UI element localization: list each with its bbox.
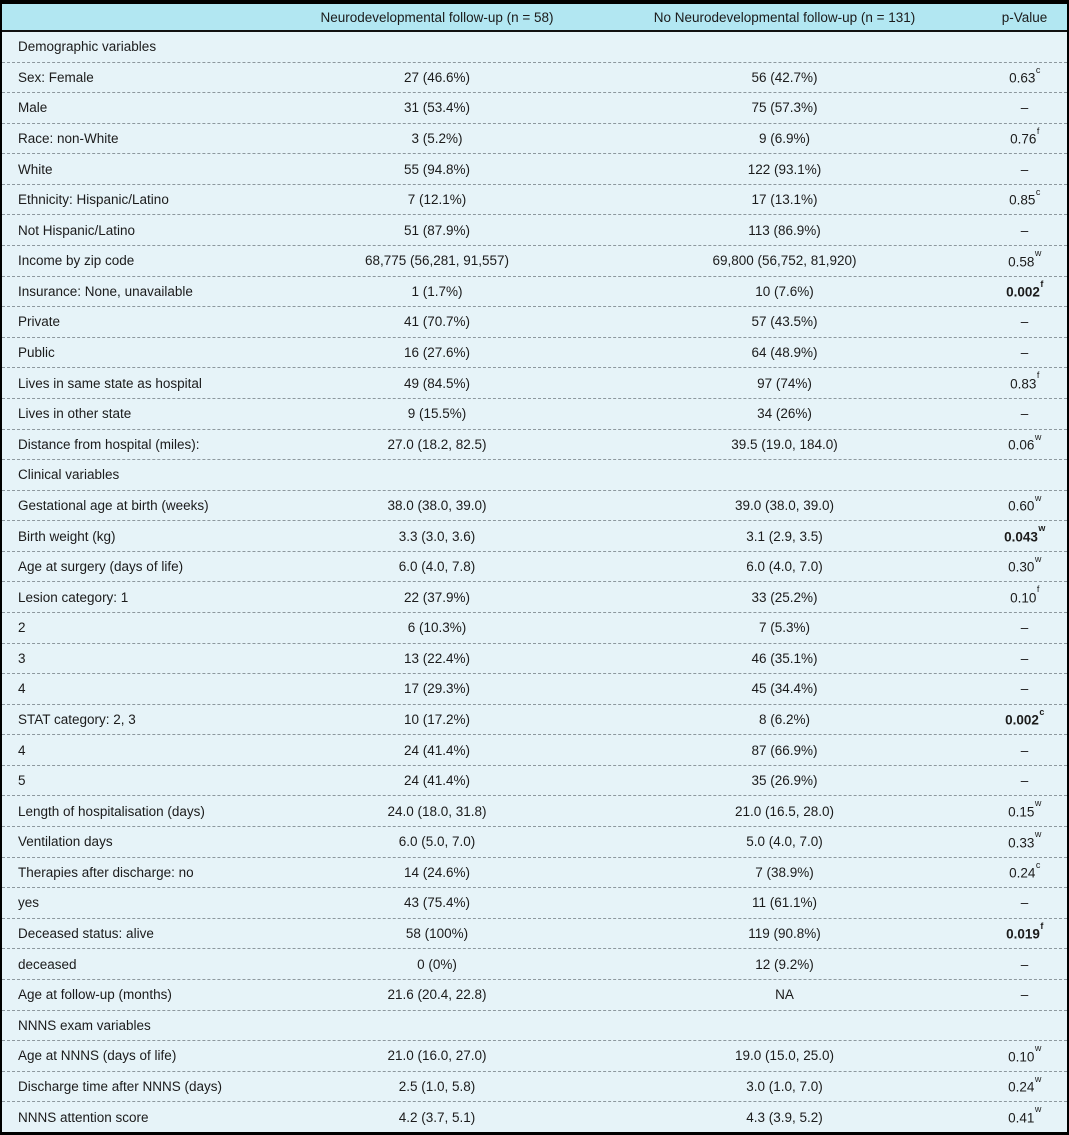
followup-group-value: 49 (84.5%) bbox=[403, 375, 471, 391]
followup-group-value: 9 (15.5%) bbox=[407, 406, 467, 422]
no-followup-group-value: 39.5 (19.0, 184.0) bbox=[731, 436, 838, 452]
no-followup-group-value: 7 (5.3%) bbox=[758, 620, 811, 636]
followup-group-value: 7 (12.1%) bbox=[407, 192, 467, 208]
table-row bbox=[2, 367, 1067, 398]
table-row bbox=[2, 826, 1067, 857]
table-row bbox=[2, 245, 1067, 276]
row-variable-label: Male bbox=[18, 100, 48, 116]
section-label: Demographic variables bbox=[18, 39, 157, 55]
row-variable-label: Not Hispanic/Latino bbox=[18, 222, 136, 238]
table-row bbox=[2, 643, 1067, 674]
followup-group-value: 43 (75.4%) bbox=[403, 895, 471, 911]
table-row bbox=[2, 948, 1067, 979]
p-value-test-superscript: w bbox=[1038, 523, 1046, 534]
p-value: – bbox=[1020, 161, 1029, 177]
header-followup-group: Neurodevelopmental follow-up (n = 58) bbox=[320, 9, 554, 25]
p-value: 0.019$^f$ bbox=[1006, 920, 1044, 942]
p-value: 0.58$^w$ bbox=[1008, 248, 1042, 270]
section-row bbox=[2, 459, 1067, 490]
no-followup-group-value: 69,800 (56,752, 81,920) bbox=[712, 253, 857, 269]
row-variable-label: Deceased status: alive bbox=[18, 926, 154, 942]
table-row bbox=[2, 1101, 1067, 1132]
row-variable-label: Age at follow-up (months) bbox=[18, 987, 172, 1003]
row-variable-label: Public bbox=[18, 345, 55, 361]
p-value: – bbox=[1020, 345, 1029, 361]
followup-group-value: 13 (22.4%) bbox=[403, 650, 471, 666]
row-variable-label: Discharge time after NNNS (days) bbox=[18, 1078, 223, 1094]
no-followup-group-value: 12 (9.2%) bbox=[755, 956, 814, 972]
p-value: 0.60$^w$ bbox=[1008, 492, 1042, 514]
row-variable-label: 4 bbox=[18, 742, 26, 758]
followup-group-value: 51 (87.9%) bbox=[403, 222, 471, 238]
table-row bbox=[2, 92, 1067, 123]
no-followup-group-value: 3.1 (2.9, 3.5) bbox=[746, 528, 823, 544]
followup-group-value: 14 (24.6%) bbox=[403, 864, 471, 880]
row-variable-label: Sex: Female bbox=[18, 69, 94, 85]
no-followup-group-value: 45 (34.4%) bbox=[751, 681, 818, 697]
table-row bbox=[2, 551, 1067, 582]
header-p-value: p-Value bbox=[1001, 9, 1048, 25]
table-row bbox=[2, 62, 1067, 93]
followup-group-value: 6.0 (5.0, 7.0) bbox=[398, 834, 476, 850]
table-body bbox=[2, 32, 1067, 1132]
no-followup-group-value: 9 (6.9%) bbox=[758, 131, 811, 147]
row-variable-label: Lives in other state bbox=[18, 406, 132, 422]
followup-group-value: 24.0 (18.0, 31.8) bbox=[387, 803, 487, 819]
table-row bbox=[2, 184, 1067, 215]
p-value: 0.002$^c$ bbox=[1005, 706, 1045, 728]
p-value-test-superscript: f bbox=[1036, 584, 1040, 595]
p-value: 0.24$^c$ bbox=[1009, 859, 1041, 881]
p-value: 0.10$^w$ bbox=[1008, 1043, 1042, 1065]
p-value-test-superscript: w bbox=[1034, 248, 1042, 259]
p-value: 0.76$^f$ bbox=[1010, 125, 1040, 147]
table-row bbox=[2, 123, 1067, 154]
p-value: – bbox=[1020, 895, 1029, 911]
p-value-test-superscript: w bbox=[1034, 1104, 1042, 1115]
section-row bbox=[2, 32, 1067, 62]
no-followup-group-value: 5.0 (4.0, 7.0) bbox=[746, 834, 823, 850]
p-value: – bbox=[1020, 987, 1029, 1003]
table-row bbox=[2, 704, 1067, 735]
row-variable-label: Lesion category: 1 bbox=[18, 589, 129, 605]
no-followup-group-value: 113 (86.9%) bbox=[748, 222, 821, 238]
row-variable-label: 3 bbox=[18, 650, 26, 666]
no-followup-group-value: 57 (43.5%) bbox=[751, 314, 818, 330]
row-variable-label: Length of hospitalisation (days) bbox=[18, 803, 205, 819]
followup-group-value: 24 (41.4%) bbox=[403, 742, 471, 758]
table-row bbox=[2, 429, 1067, 460]
followup-group-value: 3.3 (3.0, 3.6) bbox=[398, 528, 476, 544]
no-followup-group-value: 75 (57.3%) bbox=[751, 100, 818, 116]
table-row bbox=[2, 214, 1067, 245]
p-value: – bbox=[1020, 314, 1029, 330]
p-value-test-superscript: c bbox=[1035, 186, 1041, 197]
no-followup-group-value: 33 (25.2%) bbox=[751, 589, 818, 605]
no-followup-group-value: 56 (42.7%) bbox=[751, 69, 818, 85]
table-row bbox=[2, 887, 1067, 918]
p-value: 0.41$^w$ bbox=[1008, 1104, 1042, 1126]
no-followup-group-value: 34 (26%) bbox=[757, 406, 812, 422]
no-followup-group-value: 122 (93.1%) bbox=[747, 161, 822, 177]
followup-group-value: 68,775 (56,281, 91,557) bbox=[364, 253, 510, 269]
p-value-test-superscript: f bbox=[1036, 370, 1040, 381]
p-value-test-superscript: w bbox=[1034, 1043, 1042, 1054]
p-value: – bbox=[1020, 222, 1029, 238]
no-followup-group-value: 8 (6.2%) bbox=[758, 712, 811, 727]
p-value: 0.83$^f$ bbox=[1010, 370, 1040, 392]
row-variable-label: Birth weight (kg) bbox=[18, 528, 116, 544]
no-followup-group-value: 39.0 (38.0, 39.0) bbox=[734, 497, 835, 513]
no-followup-group-value: 97 (74%) bbox=[757, 375, 812, 391]
table-row bbox=[2, 918, 1067, 949]
p-value: – bbox=[1020, 406, 1029, 422]
followup-group-value: 38.0 (38.0, 39.0) bbox=[387, 497, 487, 513]
section-row bbox=[2, 1010, 1067, 1041]
table-row bbox=[2, 490, 1067, 521]
row-variable-label: Age at NNNS (days of life) bbox=[18, 1048, 177, 1064]
p-value-test-superscript: w bbox=[1034, 553, 1042, 564]
p-value-test-superscript: w bbox=[1034, 829, 1042, 840]
p-value: 0.24$^w$ bbox=[1008, 1073, 1042, 1095]
p-value: 0.043$^w$ bbox=[1004, 523, 1046, 545]
section-label: Clinical variables bbox=[18, 467, 120, 483]
p-value: 0.85$^c$ bbox=[1009, 186, 1041, 208]
row-variable-label: STAT category: 2, 3 bbox=[18, 712, 136, 727]
row-variable-label: 5 bbox=[18, 773, 26, 789]
followup-group-value: 1 (1.7%) bbox=[411, 283, 463, 299]
table-row bbox=[2, 398, 1067, 429]
no-followup-group-value: 10 (7.6%) bbox=[755, 283, 814, 299]
table-row bbox=[2, 520, 1067, 551]
followup-group-value: 21.6 (20.4, 22.8) bbox=[387, 987, 487, 1003]
row-variable-label: Gestational age at birth (weeks) bbox=[18, 497, 209, 513]
p-value-test-superscript: f bbox=[1040, 920, 1044, 931]
row-variable-label: Distance from hospital (miles): bbox=[18, 436, 200, 452]
no-followup-group-value: 21.0 (16.5, 28.0) bbox=[734, 803, 835, 819]
followup-group-value: 41 (70.7%) bbox=[403, 314, 471, 330]
row-variable-label: Insurance: None, unavailable bbox=[18, 283, 193, 299]
table-row bbox=[2, 581, 1067, 612]
p-value: – bbox=[1020, 742, 1029, 758]
p-value: 0.15$^w$ bbox=[1008, 798, 1042, 820]
followup-group-value: 22 (37.9%) bbox=[403, 589, 471, 605]
p-value: – bbox=[1020, 956, 1029, 972]
followup-group-value: 3 (5.2%) bbox=[411, 131, 463, 147]
followup-group-value: 31 (53.4%) bbox=[403, 100, 471, 116]
row-variable-label: Race: non-White bbox=[18, 131, 119, 147]
no-followup-group-value: 35 (26.9%) bbox=[751, 773, 818, 789]
no-followup-group-value: 3.0 (1.0, 7.0) bbox=[746, 1078, 823, 1094]
p-value: 0.06$^w$ bbox=[1008, 431, 1042, 453]
p-value: – bbox=[1020, 650, 1029, 666]
no-followup-group-value: 11 (61.1%) bbox=[751, 895, 818, 911]
header-no-followup-group: No Neurodevelopmental follow-up (n = 131) bbox=[653, 9, 916, 25]
followup-group-value: 17 (29.3%) bbox=[403, 681, 471, 697]
p-value: 0.30$^w$ bbox=[1008, 553, 1042, 575]
p-value: – bbox=[1020, 681, 1029, 697]
table-row bbox=[2, 337, 1067, 368]
p-value-test-superscript: w bbox=[1034, 1073, 1042, 1084]
table-row bbox=[2, 1040, 1067, 1071]
followup-group-value: 21.0 (16.0, 27.0) bbox=[387, 1048, 487, 1064]
row-variable-label: yes bbox=[18, 895, 40, 911]
section-label: NNNS exam variables bbox=[18, 1017, 151, 1033]
table-header-row bbox=[2, 4, 1067, 32]
no-followup-group-value: 6.0 (4.0, 7.0) bbox=[746, 559, 823, 575]
followup-group-value: 6.0 (4.0, 7.8) bbox=[398, 559, 476, 575]
no-followup-group-value: 46 (35.1%) bbox=[751, 650, 818, 666]
row-variable-label: Ventilation days bbox=[18, 834, 113, 850]
no-followup-group-value: 17 (13.1%) bbox=[751, 192, 818, 208]
table-row bbox=[2, 612, 1067, 643]
row-variable-label: Therapies after discharge: no bbox=[18, 864, 194, 880]
followup-group-value: 10 (17.2%) bbox=[403, 712, 471, 727]
row-variable-label: Age at surgery (days of life) bbox=[18, 559, 184, 575]
followup-group-value: 55 (94.8%) bbox=[403, 161, 471, 177]
row-variable-label: 4 bbox=[18, 681, 26, 697]
table-row bbox=[2, 1071, 1067, 1102]
row-variable-label: White bbox=[18, 161, 53, 177]
p-value: – bbox=[1020, 773, 1029, 789]
p-value-test-superscript: w bbox=[1034, 492, 1042, 503]
followup-group-value: 0 (0%) bbox=[417, 956, 457, 972]
p-value: – bbox=[1020, 620, 1029, 636]
p-value-test-superscript: f bbox=[1040, 278, 1044, 289]
no-followup-group-value: 64 (48.9%) bbox=[751, 345, 818, 361]
row-variable-label: Ethnicity: Hispanic/Latino bbox=[18, 192, 169, 208]
p-value: 0.10$^f$ bbox=[1010, 584, 1040, 606]
row-variable-label: Income by zip code bbox=[18, 253, 135, 269]
p-value: 0.002$^f$ bbox=[1006, 278, 1044, 300]
table-row bbox=[2, 734, 1067, 765]
p-value-test-superscript: w bbox=[1034, 798, 1042, 809]
followup-group-value: 6 (10.3%) bbox=[407, 620, 467, 636]
followup-group-value: 2.5 (1.0, 5.8) bbox=[398, 1078, 476, 1094]
followup-group-value: 27 (46.6%) bbox=[403, 69, 471, 85]
p-value-test-superscript: c bbox=[1035, 64, 1041, 75]
followup-group-value: 16 (27.6%) bbox=[403, 345, 471, 361]
table-row bbox=[2, 306, 1067, 337]
table-row bbox=[2, 765, 1067, 796]
row-variable-label: Lives in same state as hospital bbox=[18, 375, 202, 391]
no-followup-group-value: 19.0 (15.0, 25.0) bbox=[734, 1048, 835, 1064]
row-variable-label: 2 bbox=[18, 620, 26, 636]
table-row bbox=[2, 979, 1067, 1010]
no-followup-group-value: 7 (38.9%) bbox=[755, 864, 814, 880]
no-followup-group-value: NA bbox=[775, 987, 794, 1003]
p-value: – bbox=[1020, 100, 1029, 116]
p-value: 0.33$^w$ bbox=[1008, 829, 1042, 851]
no-followup-group-value: 119 (90.8%) bbox=[748, 926, 821, 942]
row-variable-label: Private bbox=[18, 314, 61, 330]
p-value: 0.63$^c$ bbox=[1009, 64, 1041, 86]
no-followup-group-value: 4.3 (3.9, 5.2) bbox=[746, 1109, 823, 1125]
table-row bbox=[2, 673, 1067, 704]
p-value-test-superscript: c bbox=[1039, 706, 1045, 717]
table-row bbox=[2, 795, 1067, 826]
p-value-test-superscript: w bbox=[1034, 431, 1042, 442]
p-value-test-superscript: f bbox=[1036, 125, 1040, 136]
no-followup-group-value: 87 (66.9%) bbox=[751, 742, 818, 758]
table-row bbox=[2, 857, 1067, 888]
followup-group-value: 58 (100%) bbox=[405, 926, 469, 942]
p-value-test-superscript: c bbox=[1035, 859, 1041, 870]
row-variable-label: deceased bbox=[18, 956, 77, 972]
table-row bbox=[2, 153, 1067, 184]
followup-group-value: 27.0 (18.2, 82.5) bbox=[387, 436, 487, 452]
followup-group-value: 4.2 (3.7, 5.1) bbox=[398, 1109, 476, 1125]
row-variable-label: NNNS attention score bbox=[18, 1109, 149, 1125]
table-row bbox=[2, 276, 1067, 307]
followup-group-value: 24 (41.4%) bbox=[403, 773, 471, 789]
